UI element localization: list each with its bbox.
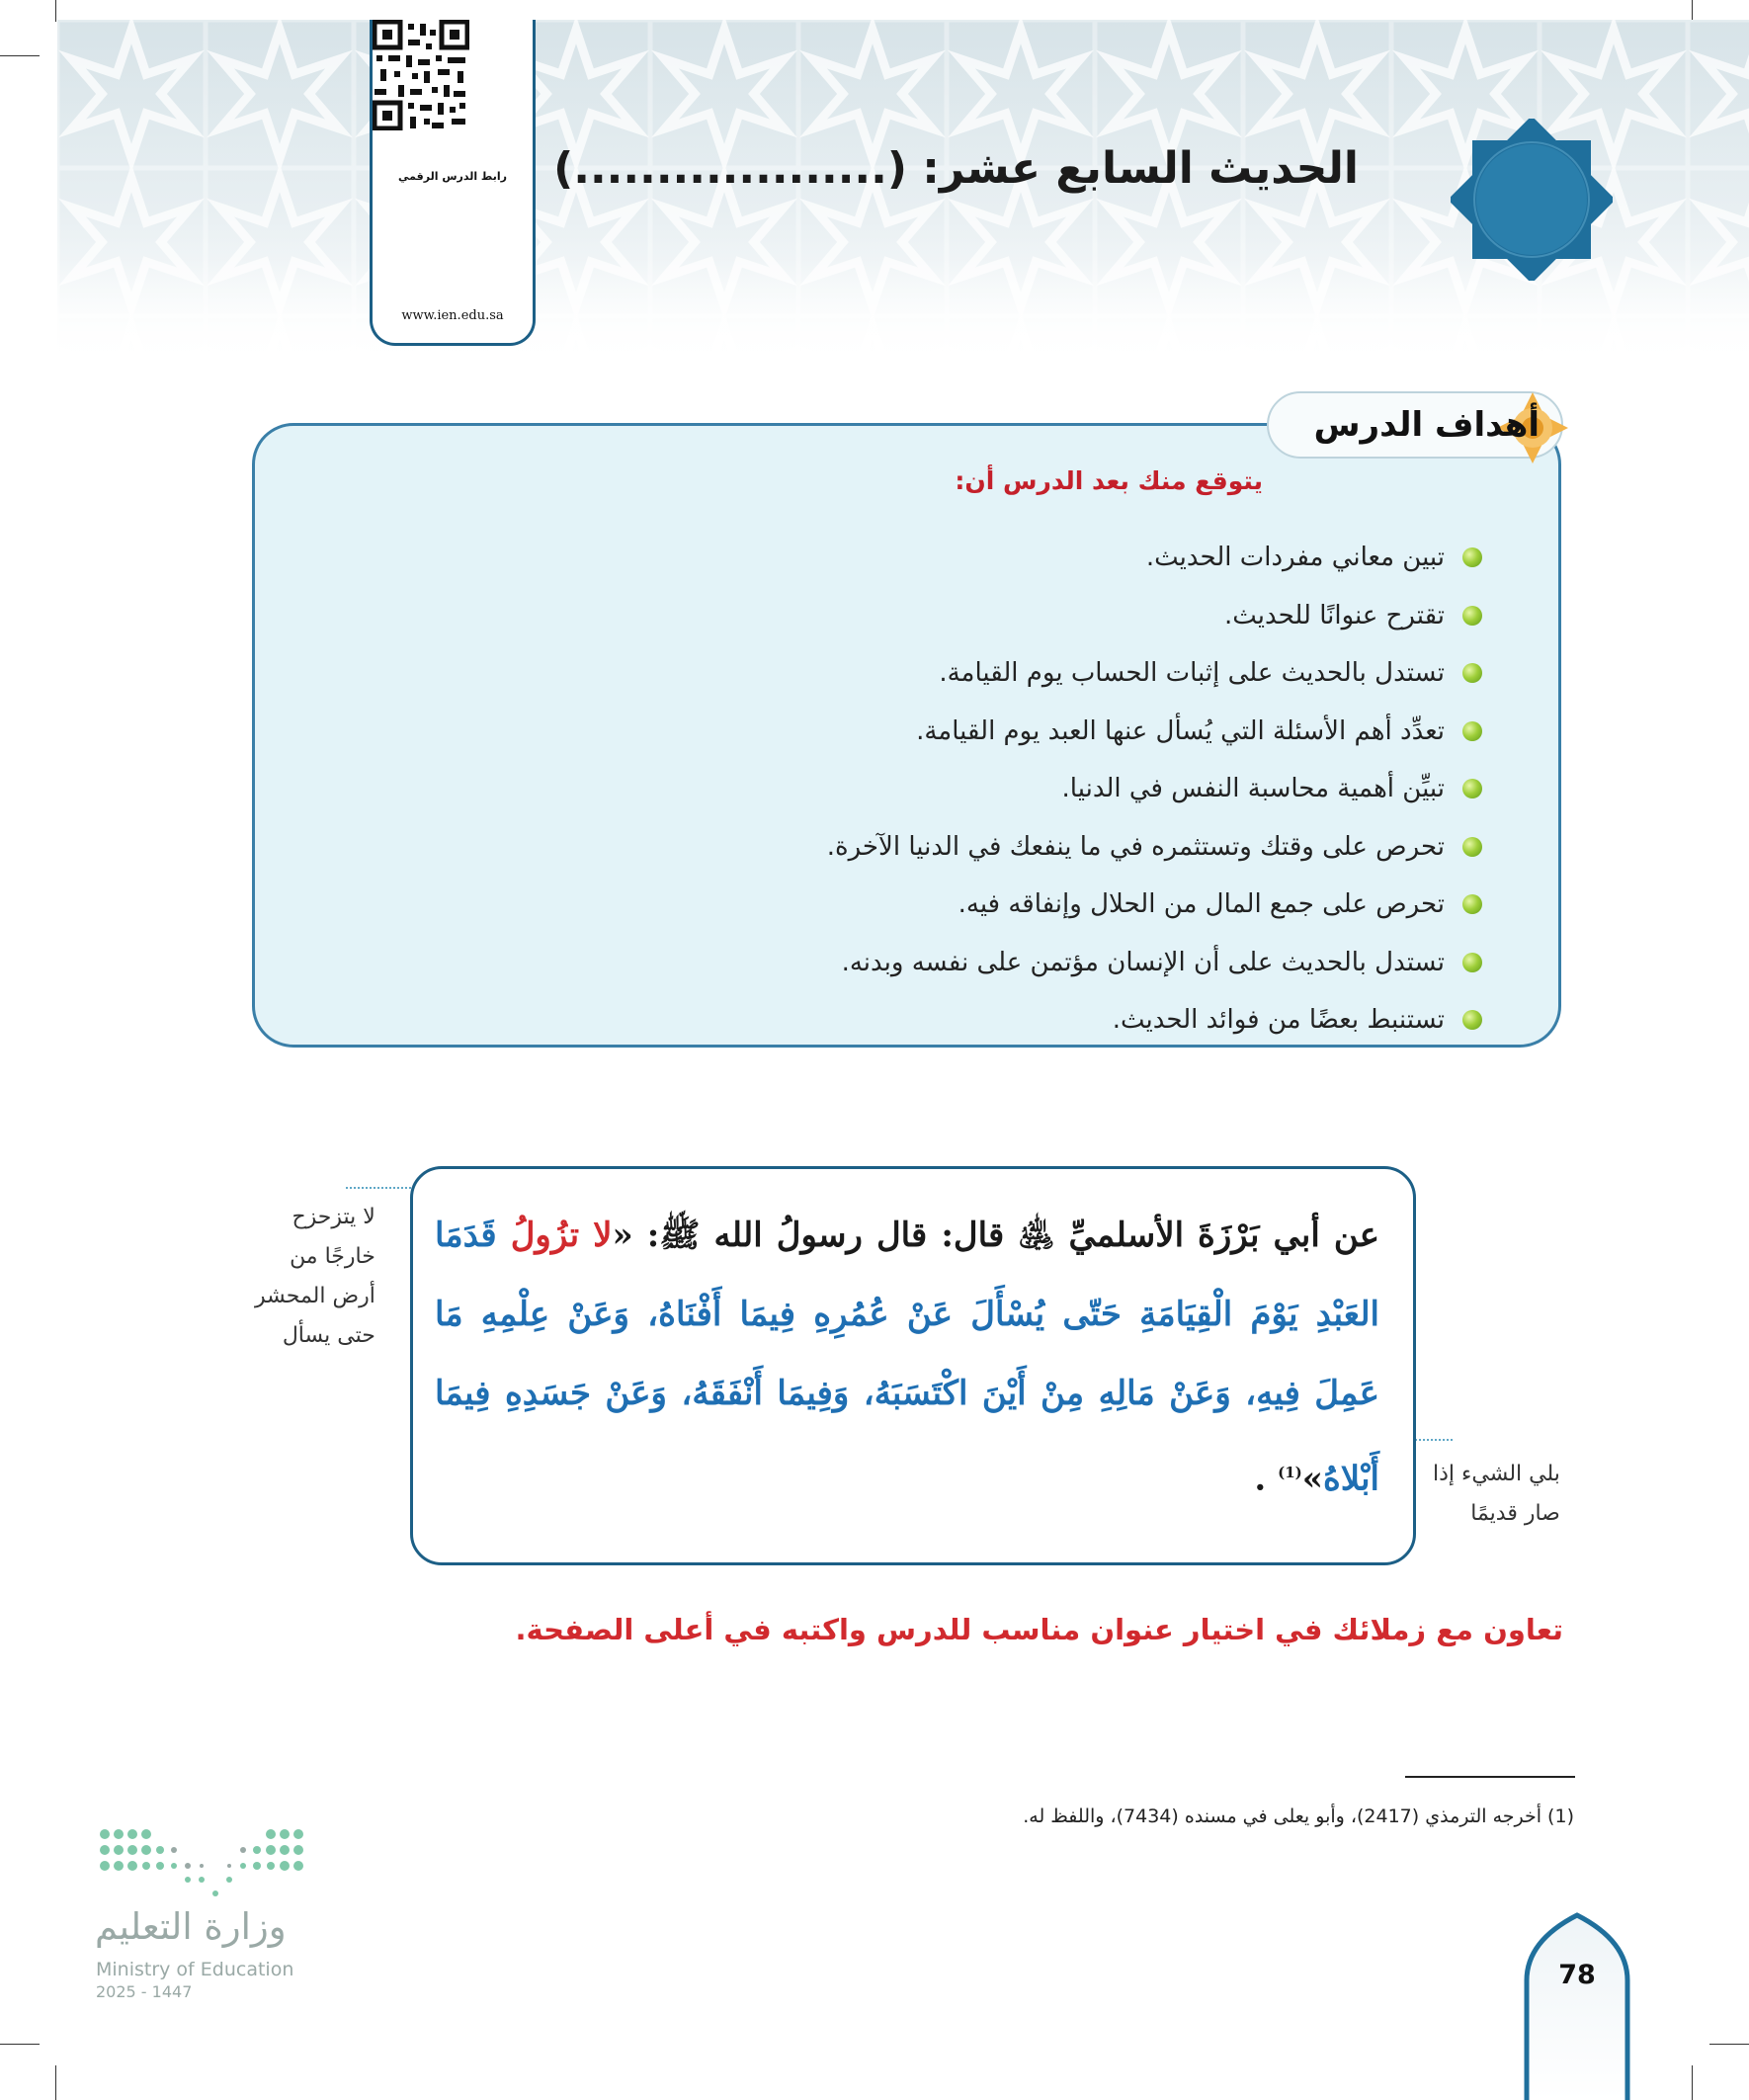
crop-mark xyxy=(55,2065,56,2100)
gloss-line: بلي الشيء إذا xyxy=(1433,1462,1560,1486)
objective-text: تبيِّن أهمية محاسبة النفس في الدنيا. xyxy=(1061,774,1445,804)
list-item xyxy=(827,760,1482,818)
crop-mark xyxy=(1709,2044,1749,2045)
crop-mark xyxy=(0,55,40,56)
gloss-left xyxy=(255,1198,375,1356)
list-item xyxy=(827,818,1482,877)
footnote-marker: (1) xyxy=(1278,1464,1302,1481)
objective-text: تعدِّد أهم الأسئلة التي يُسأل عنها العبد يوم القيامة. xyxy=(916,715,1445,746)
qr-code-icon[interactable] xyxy=(373,20,469,130)
bullet-icon xyxy=(1462,1010,1482,1030)
gloss-line: صار قديمًا xyxy=(1470,1501,1560,1526)
objective-text: تحرص على وقتك وتستثمره في ما ينفعك في الدنيا الآخرة. xyxy=(826,831,1445,862)
objective-text: تستدل بالحديث على إثبات الحساب يوم القيامة. xyxy=(939,658,1445,689)
objective-text: تبين معاني مفردات الحديث. xyxy=(1145,543,1445,573)
bullet-icon xyxy=(1462,547,1482,567)
gloss-line: خارجًا من xyxy=(290,1244,375,1269)
list-item xyxy=(827,587,1482,645)
page-number: 78 xyxy=(1558,1960,1596,1990)
list-item xyxy=(827,934,1482,992)
crop-mark xyxy=(0,2044,40,2045)
ministry-name-ar: وزارة التعليم xyxy=(95,1905,287,1948)
bullet-icon xyxy=(1462,663,1482,683)
gloss-line: لا يتزحزح xyxy=(292,1205,375,1229)
bullet-icon xyxy=(1462,953,1482,972)
footnote-divider xyxy=(1405,1776,1575,1778)
qr-card[interactable] xyxy=(370,20,536,346)
hadith-body: قَدَمَا العَبْدِ يَوْمَ الْقِيَامَةِ حَتّى يُسْأَلَ عَنْ عُمُرِهِ فِيمَا أَفْنَاهُ، وَعَنْ عِلْمِهِ مَا عَمِلَ فِيهِ، وَعَنْ مَالِهِ مِنْ أَيْنَ اكْتَسَبَهُ، وَفِيمَا أَنْفَقَهُ، وَعَنْ جَسَدِهِ فِيمَا xyxy=(435,1216,1379,1413)
activity-instruction: تعاون مع زملائك في اختيار عنوان مناسب للدرس واكتبه في أعلى الصفحة. xyxy=(515,1613,1563,1646)
hadith-intro: عن أبي بَرْزَةَ الأسلميِّ ﵁ قال: قال رسولُ الله ﷺ: « xyxy=(612,1216,1380,1255)
hadith-end: . xyxy=(1254,1459,1279,1499)
gloss-line: حتى يسأل xyxy=(282,1323,375,1348)
list-item xyxy=(827,644,1482,703)
bullet-icon xyxy=(1462,894,1482,914)
crop-mark xyxy=(1692,2065,1693,2100)
gloss-right xyxy=(1433,1455,1560,1534)
list-item xyxy=(827,876,1482,934)
crop-mark xyxy=(1692,0,1693,22)
list-item xyxy=(827,991,1482,1050)
gloss-line: أرض المحشر xyxy=(255,1284,375,1308)
bullet-icon xyxy=(1462,779,1482,798)
objectives-intro: يتوقع منك بعد الدرس أن: xyxy=(955,466,1263,495)
list-item xyxy=(827,529,1482,587)
ministry-logo-icon xyxy=(97,1824,310,1905)
objective-text: تحرص على جمع المال من الحلال وإنفاقه فيه. xyxy=(958,889,1445,920)
hadith-last-word: أَبْلاهُ xyxy=(1322,1459,1379,1499)
hadith-highlight: لا تزُولُ xyxy=(510,1216,613,1255)
objective-text: تقترح عنوانًا للحديث. xyxy=(1223,600,1445,630)
crop-mark xyxy=(55,0,56,22)
objective-text: تستدل بالحديث على أن الإنسان مؤتمن على نفسه وبدنه. xyxy=(841,947,1445,977)
ministry-year: 2025 - 1447 xyxy=(96,1982,193,2001)
qr-caption: رابط الدرس الرقمي xyxy=(398,170,507,183)
list-item xyxy=(827,703,1482,761)
lesson-badge-icon xyxy=(1451,119,1613,281)
objectives-heading: أهداف الدرس xyxy=(1313,405,1540,445)
lesson-title: الحديث السابع عشر: (...................) xyxy=(553,143,1359,194)
bullet-icon xyxy=(1462,721,1482,741)
hadith-text xyxy=(435,1196,1379,1518)
objective-text: تستنبط بعضًا من فوائد الحديث. xyxy=(1112,1005,1445,1036)
objectives-list xyxy=(827,529,1482,1050)
hadith-closing: » xyxy=(1301,1459,1323,1499)
qr-url[interactable]: www.ien.edu.sa xyxy=(401,308,504,323)
page-number-badge-icon xyxy=(1523,1911,1631,2100)
bullet-icon xyxy=(1462,606,1482,626)
bullet-icon xyxy=(1462,837,1482,857)
ministry-name-en: Ministry of Education xyxy=(96,1959,294,1980)
footnote: (1) أخرجه الترمذي (2417)، وأبو يعلى في مسنده (7434)، واللفظ له. xyxy=(1023,1806,1574,1827)
